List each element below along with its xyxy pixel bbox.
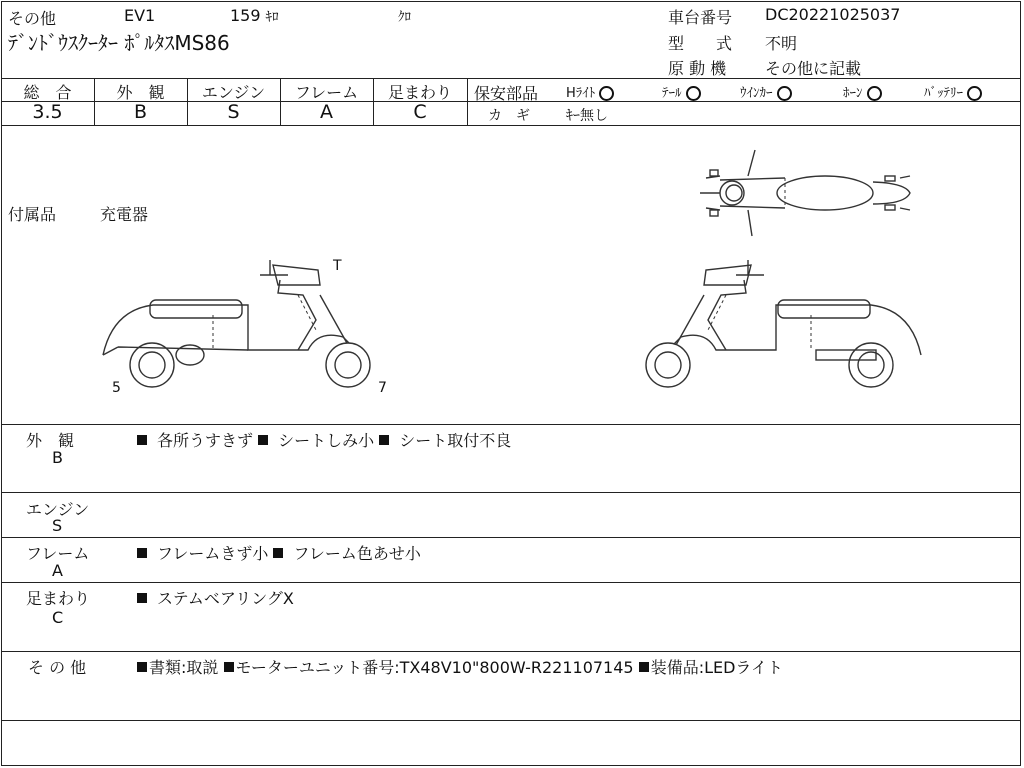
grade-header-engine: エンジン: [201, 83, 266, 102]
grade-engine: S: [227, 101, 240, 123]
bullet-square-icon: [137, 593, 147, 603]
note-label-exterior: 外 観: [26, 431, 75, 450]
note-label-suspension: 足まわり: [26, 589, 91, 608]
note-items-suspension: ステムベアリングX: [137, 586, 294, 609]
grade-header-frame: フレーム: [294, 83, 359, 102]
ok-circle-icon: [867, 86, 882, 101]
safety-parts-label: 保安部品: [474, 84, 539, 103]
mileage: 159 ｷﾛ: [230, 6, 279, 25]
type-value: 不明: [765, 34, 798, 53]
grade-exterior: B: [133, 101, 148, 123]
note-items-exterior: 各所うすきず シートしみ小 シート取付不良: [137, 428, 511, 451]
diagram-mark-right: 7: [378, 380, 387, 396]
bullet-square-icon: [258, 435, 268, 445]
engine-value: その他に記載: [765, 59, 862, 78]
safety-item-horn: ﾎｰﾝ: [843, 82, 882, 101]
grade-frame: A: [320, 101, 333, 123]
note-label-other: そ の 他: [28, 658, 87, 677]
scooter-right-side-diagram: [636, 255, 926, 390]
key-value: ｷｰ無し: [566, 108, 608, 124]
accessories-label: 付属品: [8, 205, 57, 224]
vehicle-title: ﾃﾞﾝﾄﾞｳｽｸｰﾀｰ ﾎﾟﾙﾀｽMS86: [8, 31, 230, 55]
type-label: 型 式: [668, 34, 733, 53]
note-items-other: 書類:取説 モーターユニット番号:TX48V10"800W-R221107145 装備品:LEDライト: [137, 655, 783, 678]
key-label: カ ギ: [488, 108, 530, 124]
diagram-mark-t: T: [333, 258, 342, 274]
model-code: EV1: [124, 6, 156, 25]
note-items-frame: フレームきず小 フレーム色あせ小: [137, 541, 421, 564]
bullet-square-icon: [639, 662, 649, 672]
scooter-left-side-diagram: [98, 255, 388, 390]
safety-item-tail: ﾃｰﾙ: [662, 82, 701, 101]
note-grade-engine: S: [52, 516, 63, 535]
frame-no: DC20221025037: [765, 5, 901, 24]
bullet-square-icon: [137, 435, 147, 445]
color-label: その他: [8, 9, 57, 28]
color-value: ｸﾛ: [398, 10, 411, 25]
note-grade-suspension: C: [52, 608, 64, 627]
frame-no-label: 車台番号: [668, 8, 733, 27]
safety-item-winker: ｳｲﾝｶｰ: [740, 82, 792, 101]
grade-total: 3.5: [32, 101, 63, 123]
bullet-square-icon: [137, 548, 147, 558]
bullet-square-icon: [137, 662, 147, 672]
note-label-frame: フレーム: [26, 544, 90, 563]
bullet-square-icon: [273, 548, 283, 558]
grade-header-total: 総 合: [23, 83, 72, 102]
diagram-mark-left: 5: [112, 380, 121, 396]
bullet-square-icon: [379, 435, 389, 445]
grade-header-suspension: 足まわり: [387, 83, 452, 102]
engine-label: 原 動 機: [668, 59, 727, 78]
note-label-engine: エンジン: [26, 500, 90, 519]
note-grade-exterior: B: [52, 448, 63, 467]
ok-circle-icon: [599, 86, 614, 101]
accessories-value: 充電器: [100, 205, 149, 224]
bullet-square-icon: [224, 662, 234, 672]
ok-circle-icon: [967, 86, 982, 101]
grade-header-exterior: 外 観: [116, 83, 165, 102]
scooter-top-view-diagram: [690, 148, 930, 242]
safety-item-battery: ﾊﾞｯﾃﾘｰ: [924, 82, 982, 101]
ok-circle-icon: [686, 86, 701, 101]
note-grade-frame: A: [52, 561, 63, 580]
safety-item-headlight: Hﾗｲﾄ: [566, 82, 614, 101]
ok-circle-icon: [777, 86, 792, 101]
grade-suspension: C: [413, 101, 427, 123]
